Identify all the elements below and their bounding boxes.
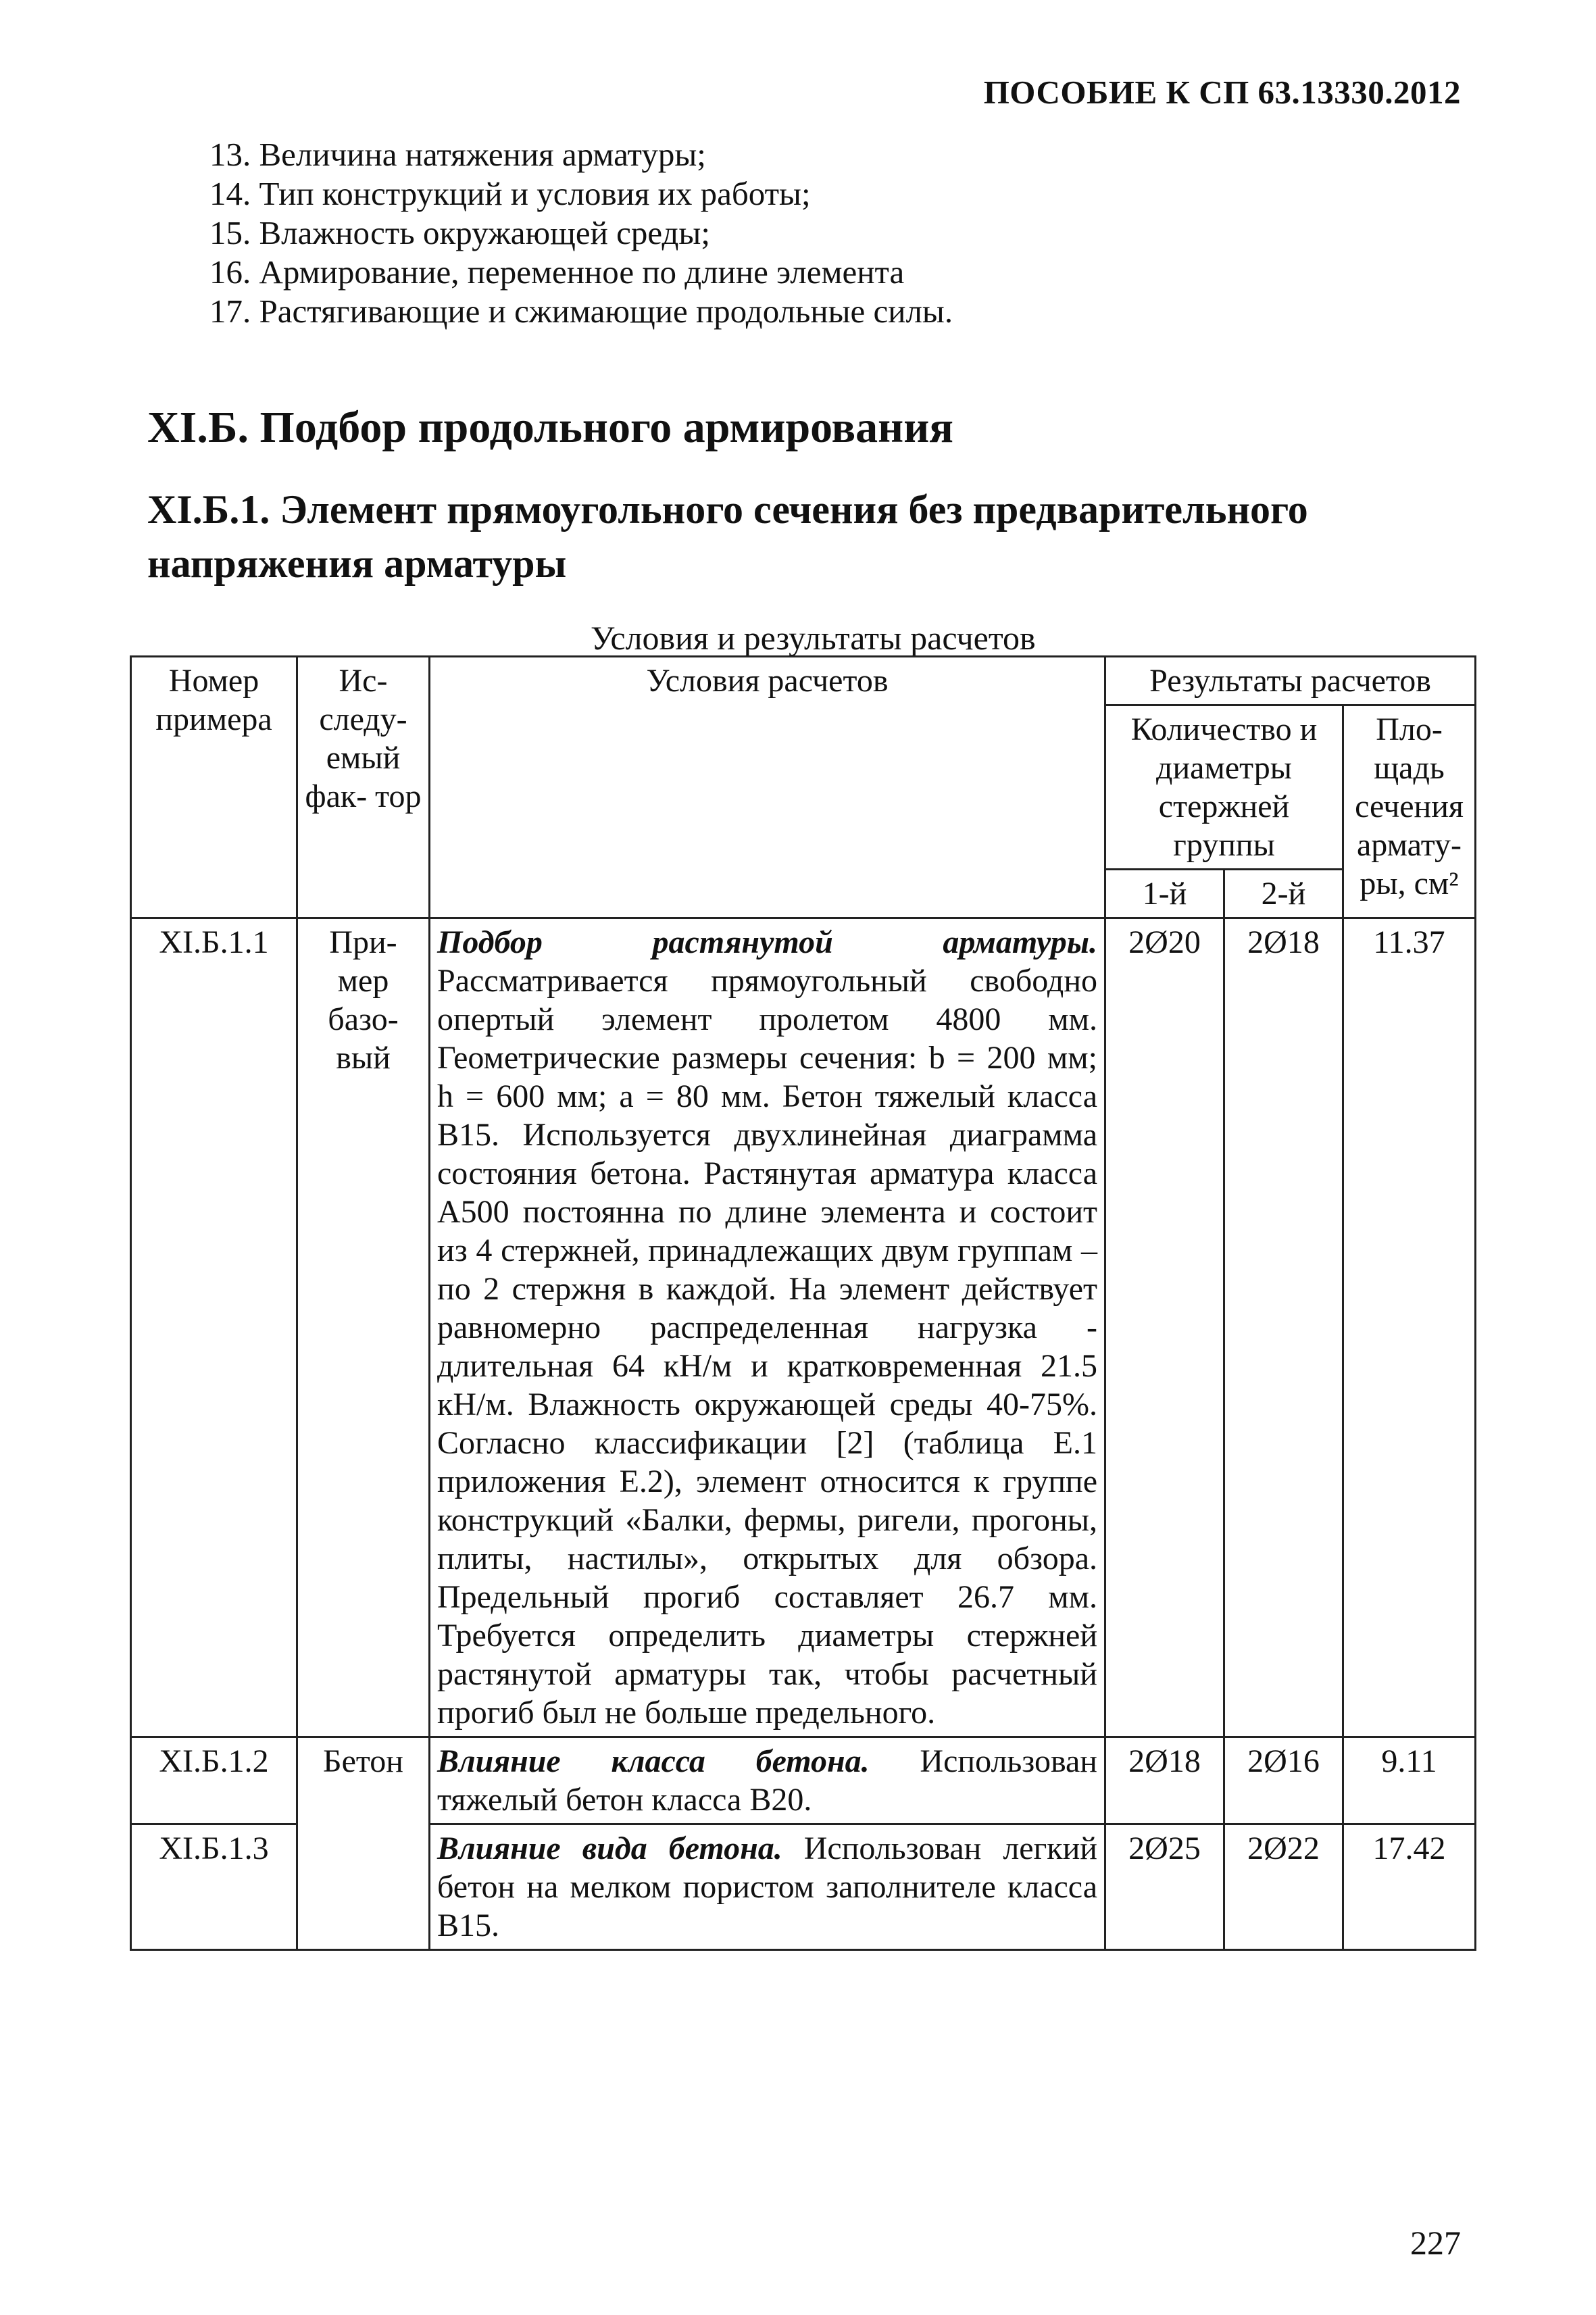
document-header: ПОСОБИЕ К СП 63.13330.2012	[983, 74, 1461, 111]
list-item: 13. Величина натяжения арматуры;	[209, 136, 706, 173]
factor-cell: Бетон	[297, 1737, 430, 1824]
header-bars: Количество и диаметры стержней группы	[1105, 705, 1343, 870]
header-example-no: Номер примера	[131, 657, 297, 918]
group-1-bars: 2Ø18	[1105, 1737, 1224, 1824]
group-1-bars: 2Ø25	[1105, 1824, 1224, 1950]
table-row	[131, 1737, 1476, 1824]
header-group-2: 2-й	[1224, 870, 1343, 918]
factor-cell: При- мер базо- вый	[297, 918, 430, 1737]
conditions-text: Рассматривается прямоугольный свободно опертый элемент пролетом 4800 мм. Геометрические размеры сечения: b = 200 мм; h = 600 мм; a = 80 мм. Бетон тяжелый класса В15. Используется двухлинейная диаграмма состояния бетона. Растянутая арматура класса А500 постоянна по длине элемента и состоит из 4 стержней, принадлежащих двум группам – по 2 стержня в каждой. На элемент действует равномерно распределенная нагрузка - длительная 64 кН/м и кратковременная 21.5 кН/м. Влажность окружающей среды 40-75%. Согласно классификации [2] (таблица Е.1 приложения Е.2), элемент относится к группе конструкций «Балки, фермы, ригели, прогоны, плиты, настилы», открытых для обзора. Предельный прогиб составляет 26.7 мм. Требуется определить диаметры стержней растянутой арматуры так, чтобы расчетный прогиб был не больше предельного.	[437, 963, 1097, 1731]
conditions-cell	[430, 918, 1105, 1737]
list-item: 14. Тип конструкций и условия их работы;	[209, 175, 811, 212]
conditions-text: Использован тяжелый бетон класса В20.	[437, 1743, 1097, 1818]
results-table	[130, 655, 1476, 1951]
group-1-bars: 2Ø20	[1105, 918, 1224, 1737]
header-area: Пло- щадь сечения армату- ры, см²	[1343, 705, 1476, 918]
example-id: XI.Б.1.3	[131, 1824, 297, 1950]
conditions-lead: Влияние класса бетона.	[437, 1743, 870, 1779]
area-value: 9.11	[1343, 1737, 1476, 1824]
table-header-row	[131, 657, 1476, 705]
header-results: Результаты расчетов	[1105, 657, 1476, 705]
list-item: 15. Влажность окружающей среды;	[209, 214, 710, 251]
header-factor: Ис- следу- емый фак- тор	[297, 657, 430, 918]
conditions-cell	[430, 1737, 1105, 1824]
table-caption: Условия и результаты расчетов	[591, 619, 1036, 657]
factor-list	[209, 135, 953, 331]
page-number: 227	[1410, 2224, 1461, 2262]
conditions-lead: Влияние вида бетона.	[437, 1831, 782, 1866]
area-value: 11.37	[1343, 918, 1476, 1737]
conditions-cell	[430, 1824, 1105, 1950]
example-id: XI.Б.1.2	[131, 1737, 297, 1824]
area-value: 17.42	[1343, 1824, 1476, 1950]
group-2-bars: 2Ø18	[1224, 918, 1343, 1737]
example-id: XI.Б.1.1	[131, 918, 297, 1737]
section-title: XI.Б. Подбор продольного армирования	[147, 403, 953, 452]
factor-cell	[297, 1824, 430, 1950]
list-item: 17. Растягивающие и сжимающие продольные силы.	[209, 293, 953, 330]
list-item: 16. Армирование, переменное по длине элемента	[209, 253, 905, 291]
conditions-lead: Подбор растянутой арматуры.	[437, 924, 1097, 960]
table-row	[131, 1824, 1476, 1950]
section-subtitle: XI.Б.1. Элемент прямоугольного сечения без предварительного напряжения арматуры	[147, 487, 1308, 586]
group-2-bars: 2Ø16	[1224, 1737, 1343, 1824]
group-2-bars: 2Ø22	[1224, 1824, 1343, 1950]
conditions-text: Использован легкий бетон на мелком пористом заполнителе класса В15.	[437, 1831, 1097, 1943]
table-row	[131, 918, 1476, 1737]
header-group-1: 1-й	[1105, 870, 1224, 918]
header-conditions: Условия расчетов	[430, 657, 1105, 918]
